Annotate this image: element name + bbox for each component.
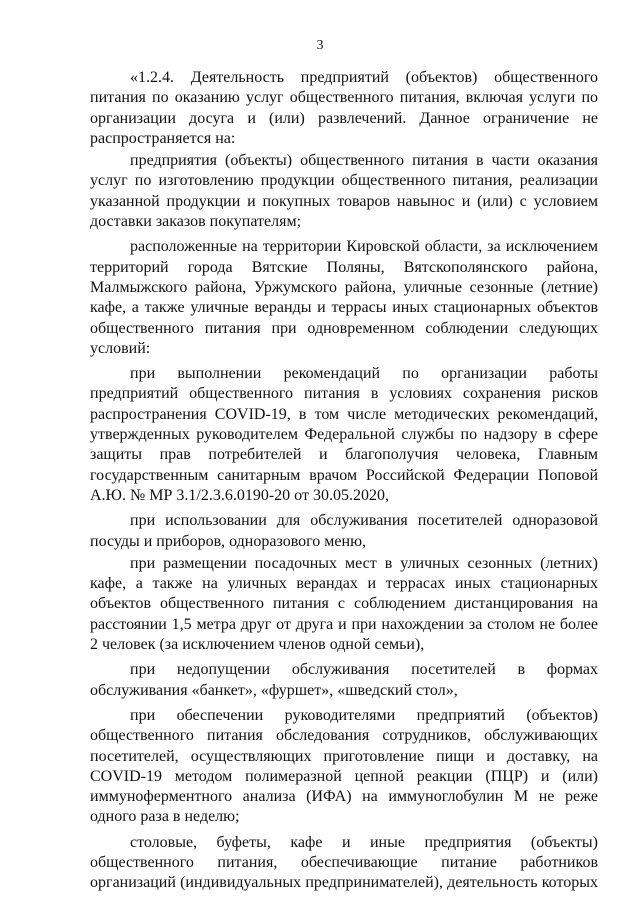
paragraph-staff-testing: при обеспечении руководителями предприятий (объектов) общественного питания обследования сотрудников, обслуживающих посетителей, осуществляющих приготовление пищи и доставку, на COVID-19 методом полимеразной цепной реакции (ПЦР) и (или) иммуноферментного анализа (ИФА) на иммуноглобулин М не реже одного раза в неделю; [90,706,598,826]
paragraph-covid-recommendations: при выполнении рекомендаций по организации работы предприятий общественного питания в условиях сохранения рисков распространения COVID-19, в том числе методических рекомендаций, утвержденных руководителем Федеральной службы по надзору в сфере защиты прав потребителей и благополучия человека, Главным государственным санитарным врачом Российской Федерации Поповой А.Ю. № МР 3.1/2.3.6.0190-20 от 30.05.2020, [90,365,598,504]
document-body [90,68,598,894]
paragraph-summer-cafes: расположенные на территории Кировской области, за исключением территорий города Вятские Поляны, Вятскополянского района, Малмыжского района, Уржумского района, уличные сезонные (летние) кафе, а также уличные веранды и террасы иных стационарных объектов общественного питания при одновременном соблюдении следующих условий: [90,238,598,357]
paragraph-1-2-4-intro: «1.2.4. Деятельность предприятий (объектов) общественного питания по оказанию услуг общественного питания, включая услуги по организации досуга и (или) развлечений. Данное ограничение не распространяется на: [90,69,598,147]
paragraph-no-banquet: при недопущении обслуживания посетителей в формах обслуживания «банкет», «фуршет», «шведский стол», [90,661,598,699]
page-number: 3 [316,38,324,53]
paragraph-takeaway-delivery: предприятия (объекты) общественного питания в части оказания услуг по изготовлению продукции общественного питания, реализации указанной продукции и покупных товаров навынос и (или) с условием доставки заказов покупателям; [90,152,598,231]
paragraph-disposable-tableware: при использовании для обслуживания посетителей одноразовой посуды и приборов, одноразового меню, [90,512,598,550]
paragraph-canteens: столовые, буфеты, кафе и иные предприятия (объекты) общественного питания, обеспечивающие питание работников организаций (индивидуальных предпринимателей), деятельность которых [90,833,598,892]
paragraph-seating-distance: при размещении посадочных мест в уличных сезонных (летних) кафе, а также на уличных верандах и террасах иных стационарных объектов общественного питания с соблюдением дистанцирования на расстоянии 1,5 метра друг от друга и при нахождении за столом не более 2 человек (за исключением членов одной семьи), [90,554,598,654]
